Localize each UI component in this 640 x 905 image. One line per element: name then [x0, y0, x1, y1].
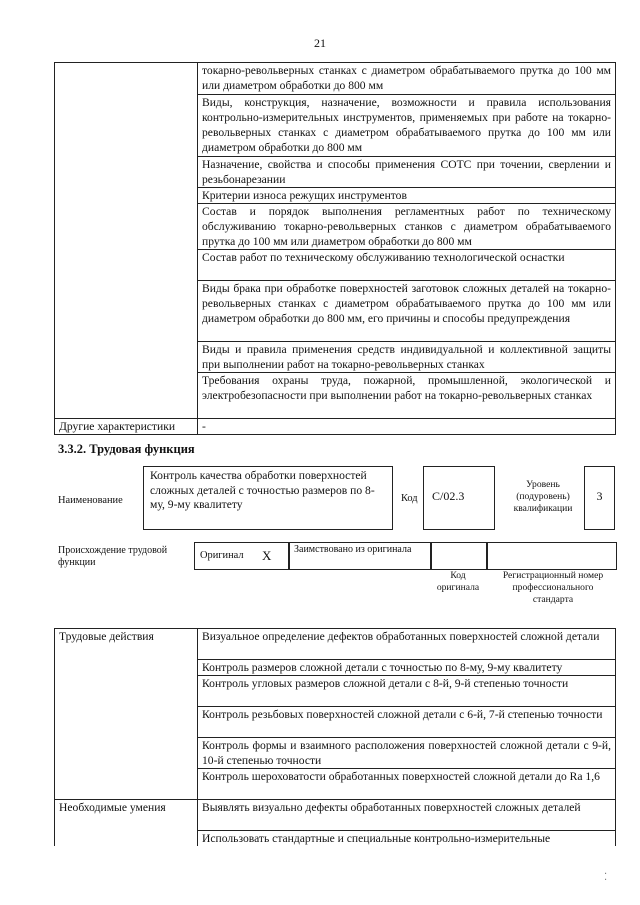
code-value: C/02.3	[432, 489, 465, 503]
original-code-box	[430, 542, 488, 570]
level-label: Уровень (подуровень) квалификации	[513, 479, 573, 514]
table-cell-left	[55, 63, 198, 419]
table-cell-right: Состав и порядок выполнения регламентных работ по техническому обслуживанию токарно-револьверных станков с диаметром обрабатываемого прутка до 100 мм или диаметром обработки до 800 мм	[198, 204, 616, 250]
table-cell-right: токарно-револьверных станках с диаметром обрабатываемого прутка до 100 мм или диаметром обработки до 800 мм	[198, 63, 616, 95]
code-label: Код	[401, 493, 418, 504]
code-box	[423, 466, 495, 530]
name-label: Наименование	[58, 495, 123, 506]
table-cell-right: Назначение, свойства и способы применения СОТС при точении, сверлении и резьбонарезании	[198, 157, 616, 188]
level-value: 3	[596, 489, 603, 503]
table-cell-right: Контроль размеров сложной детали с точностью по 8-му, 9-му квалитету	[198, 660, 616, 676]
borrowed-box	[288, 542, 432, 570]
table-cell-left: Трудовые действия	[55, 629, 198, 800]
origin-label: Происхождение трудовой функции	[58, 545, 168, 568]
table-cell-right: Виды, конструкция, назначение, возможности и правила использования контрольно-измерительных инструментов, применяемых при работе на токарно-револьверных станках с диаметром обрабатываемого прутка до 100 мм или диаметром обработки до 800 мм	[198, 95, 616, 157]
registration-number-caption: Регистрационный номер профессионального стандарта	[502, 570, 604, 605]
table-row	[55, 629, 616, 660]
knowledge-table	[54, 62, 616, 435]
name-box	[143, 466, 393, 530]
table-cell-right: Виды и правила применения средств индивидуальной и коллективной защиты при выполнении работ на токарно-револьверных станках	[198, 342, 616, 373]
original-mark: X	[262, 548, 272, 563]
level-box	[584, 466, 615, 530]
table-cell-right: Контроль угловых размеров сложной детали с 8-й, 9-й степенью точности	[198, 676, 616, 707]
table-cell-right: Виды брака при обработке поверхностей заготовок сложных деталей на токарно-револьверных станках с диаметром обрабатываемого прутка до 100 мм или диаметром обработки до 800 мм, его причины и способы предупреждения	[198, 281, 616, 342]
table-cell-left: Необходимые умения	[55, 800, 198, 847]
table-row	[55, 419, 616, 435]
registration-number-box	[486, 542, 617, 570]
table-cell-right: Использовать стандартные и специальные контрольно-измерительные	[198, 831, 616, 847]
table-row	[55, 63, 616, 95]
table-cell-right: Визуальное определение дефектов обработанных поверхностей сложной детали	[198, 629, 616, 660]
table-cell-right: Состав работ по техническому обслуживанию технологической оснастки	[198, 250, 616, 281]
function-name: Контроль качества обработки поверхностей сложных деталей с точностью размеров по 8-му, 9-му квалитету	[150, 469, 375, 511]
borrowed-label: Заимствовано из оригинала	[294, 544, 412, 555]
table-cell-right: Критерии износа режущих инструментов	[198, 188, 616, 204]
table-cell-right: Контроль формы и взаимного расположения поверхностей сложной детали с 9-й, 10-й степенью точности	[198, 738, 616, 769]
labor-actions-table	[54, 628, 616, 846]
original-box	[194, 542, 290, 570]
table-cell-right: Контроль резьбовых поверхностей сложной детали с 6-й, 7-й степенью точности	[198, 707, 616, 738]
table-cell-right: -	[198, 419, 616, 435]
table-cell-right: Выявлять визуально дефекты обработанных поверхностей сложных деталей	[198, 800, 616, 831]
scan-marks: ⁚	[604, 872, 608, 883]
table-cell-right: Контроль шероховатости обработанных поверхностей сложной детали до Ra 1,6	[198, 769, 616, 800]
original-code-caption: Код оригинала	[436, 570, 480, 593]
table-cell-left: Другие характеристики	[55, 419, 198, 435]
original-label: Оригинал	[200, 550, 244, 561]
table-row	[55, 800, 616, 831]
section-heading: 3.3.2. Трудовая функция	[58, 442, 195, 456]
page-number: 21	[314, 36, 326, 50]
table-cell-right: Требования охраны труда, пожарной, промышленной, экологической и электробезопасности при выполнении работ на токарно-револьверных станках	[198, 373, 616, 419]
